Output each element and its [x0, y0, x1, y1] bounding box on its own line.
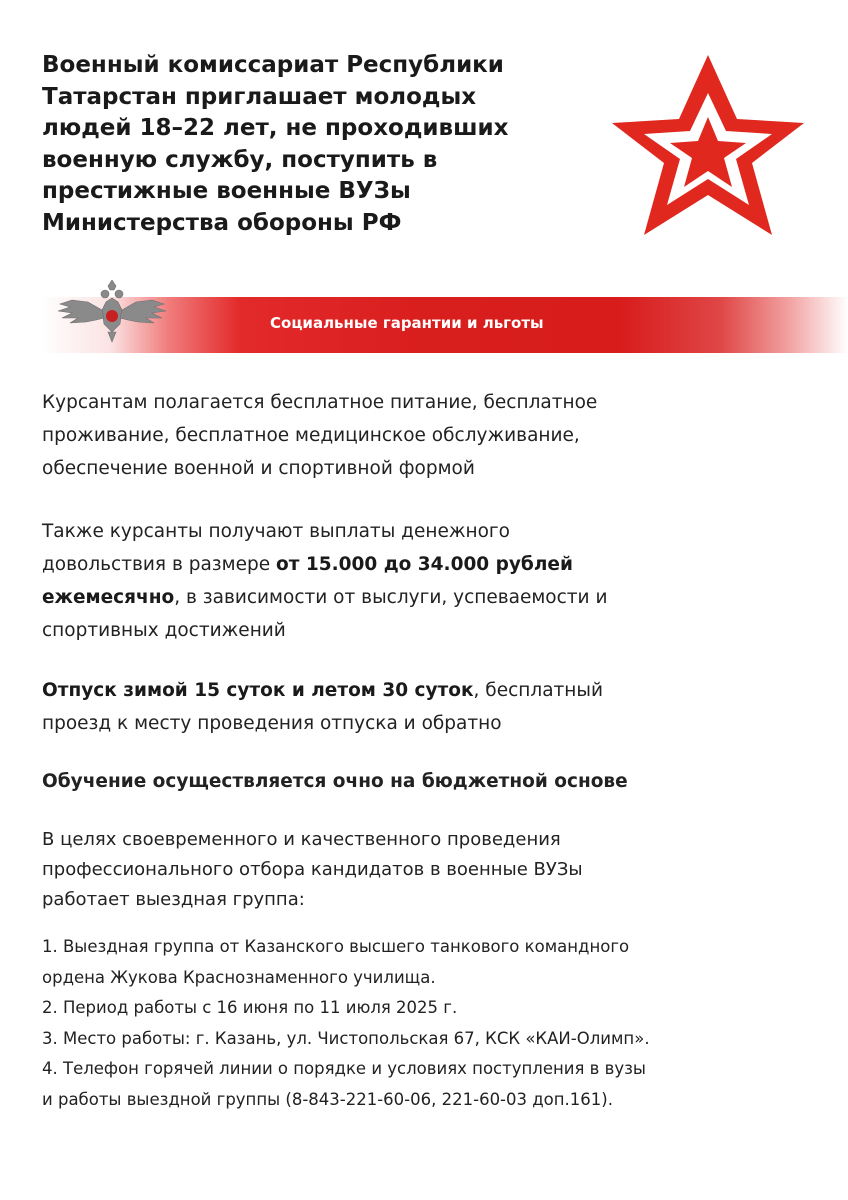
- text-line: обеспечение военной и спортивной формой: [42, 458, 475, 479]
- text-line: проживание, бесплатное медицинское обслуживание,: [42, 425, 580, 446]
- text-line: [42, 581, 608, 614]
- text-line: работает выездная группа:: [42, 889, 305, 910]
- list-item: ордена Жукова Краснознаменного училища.: [42, 967, 436, 987]
- list-item: и работы выездной группы (8-843-221-60-06, 221-60-03 доп.161).: [42, 1089, 613, 1109]
- title-line: Министерства обороны РФ: [42, 209, 402, 236]
- list-item: 2. Период работы с 16 июня по 11 июля 2025 г.: [42, 998, 458, 1017]
- text-line: В целях своевременного и качественного проведения: [42, 829, 561, 850]
- list-item: 4. Телефон горячей линии о порядке и условиях поступления в вузы: [42, 1059, 646, 1078]
- double-headed-eagle-emblem-icon: [52, 280, 172, 344]
- text-line: [42, 548, 608, 581]
- info-list: [42, 932, 650, 1115]
- text-fragment: довольствия в размере: [42, 554, 276, 575]
- title-line: Военный комиссариат Республики: [42, 52, 504, 78]
- vacation-duration: Отпуск зимой 15 суток и летом 30 суток: [42, 680, 474, 701]
- benefits-paragraph: [42, 386, 597, 485]
- text-line: Также курсанты получают выплаты денежного: [42, 521, 510, 542]
- text-line: спортивных достижений: [42, 620, 286, 641]
- text-line: профессионального отбора кандидатов в военные ВУЗы: [42, 859, 583, 880]
- red-star-icon: [612, 55, 804, 235]
- allowance-paragraph: [42, 515, 608, 647]
- education-paragraph: Обучение осуществляется очно на бюджетной основе: [42, 771, 628, 792]
- list-item: 1. Выездная группа от Казанского высшего танкового командного: [42, 937, 630, 956]
- selection-paragraph: [42, 825, 583, 915]
- title-line: людей 18–22 лет, не проходивших: [42, 115, 509, 141]
- title-line: престижные военные ВУЗы: [42, 178, 411, 204]
- text-fragment: , бесплатный: [473, 680, 604, 701]
- title-line: военную службу, поступить в: [42, 146, 438, 173]
- allowance-amount: от 15.000 до 34.000 рублей: [276, 554, 573, 575]
- text-line: [42, 674, 603, 707]
- title-line: Татарстан приглашает молодых: [42, 83, 477, 110]
- text-line: Курсантам полагается бесплатное питание, бесплатное: [42, 392, 598, 413]
- allowance-period: ежемесячно: [42, 587, 175, 608]
- list-item: 3. Место работы: г. Казань, ул. Чистопольская 67, КСК «КАИ-Олимп».: [42, 1028, 650, 1048]
- text-line: проезд к месту проведения отпуска и обратно: [42, 713, 502, 734]
- vacation-paragraph: [42, 674, 603, 740]
- text-fragment: , в зависимости от выслуги, успеваемости и: [174, 587, 608, 608]
- banner-label: Социальные гарантии и льготы: [270, 314, 544, 332]
- page-title: [42, 50, 582, 239]
